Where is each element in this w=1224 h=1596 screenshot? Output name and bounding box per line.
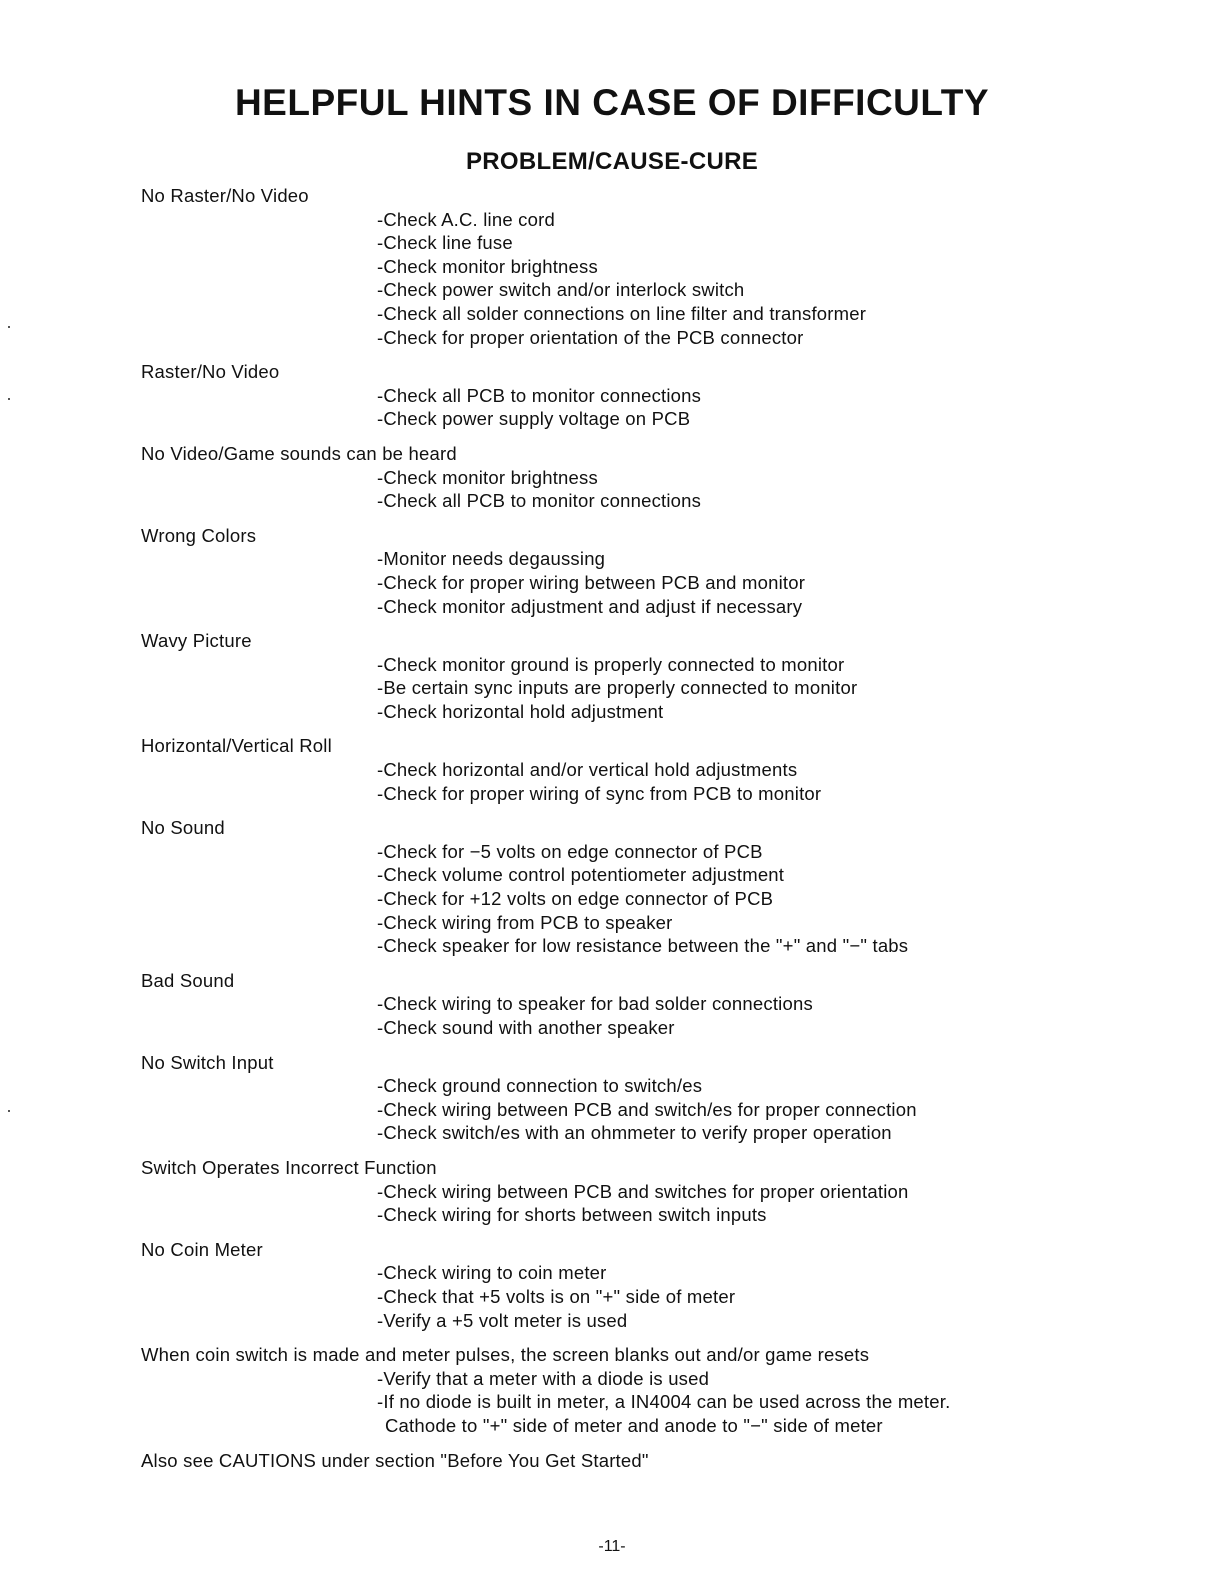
check-item: -Check wiring from PCB to speaker xyxy=(377,911,673,933)
check-item: -Check speaker for low resistance between the "+" and "−" tabs xyxy=(377,935,909,957)
page-subtitle: PROBLEM/CAUSE-CURE xyxy=(465,148,759,175)
check-item: -Check monitor adjustment and adjust if necessary xyxy=(377,595,803,617)
scan-speck xyxy=(8,326,10,328)
check-item: -Check all PCB to monitor connections xyxy=(377,490,702,512)
problem-heading: Wrong Colors xyxy=(141,524,257,546)
section-switch-operates-incorrect xyxy=(141,1156,1141,1227)
check-item: -Check horizontal and/or vertical hold adjustments xyxy=(377,759,798,781)
section-raster-no-video xyxy=(141,360,1141,431)
section-bad-sound xyxy=(141,969,1141,1040)
check-list xyxy=(377,1074,1141,1145)
check-item: -Check line fuse xyxy=(377,232,513,254)
section-coin-switch-resets xyxy=(141,1343,1141,1437)
check-item: -Verify that a meter with a diode is used xyxy=(377,1367,710,1389)
check-item: -Check wiring for shorts between switch inputs xyxy=(377,1204,767,1226)
section-wrong-colors xyxy=(141,524,1141,618)
check-item: -Check wiring to speaker for bad solder connections xyxy=(377,993,813,1015)
check-item: -Be certain sync inputs are properly connected to monitor xyxy=(377,677,858,699)
check-item: -Check power switch and/or interlock switch xyxy=(377,279,745,301)
check-item: -Check that +5 volts is on "+" side of meter xyxy=(377,1285,736,1307)
check-list xyxy=(377,466,1141,513)
section-no-sound xyxy=(141,816,1141,958)
problem-heading: Raster/No Video xyxy=(141,361,280,383)
section-no-raster-no-video xyxy=(141,184,1141,349)
check-item: -Monitor needs degaussing xyxy=(377,548,606,570)
check-item: -If no diode is built in meter, a IN4004 can be used across the meter. xyxy=(377,1391,951,1413)
check-item: -Check sound with another speaker xyxy=(377,1017,675,1038)
check-item: -Check power supply voltage on PCB xyxy=(377,408,691,430)
check-list xyxy=(377,547,1141,618)
problem-heading: Wavy Picture xyxy=(141,630,252,652)
check-list xyxy=(377,384,1141,431)
check-item: -Check ground connection to switch/es xyxy=(377,1075,703,1097)
problem-heading: Horizontal/Vertical Roll xyxy=(141,735,332,757)
check-item: -Check all solder connections on line filter and transformer xyxy=(377,302,867,324)
check-list xyxy=(377,1261,1141,1332)
check-list xyxy=(377,208,1141,350)
check-list xyxy=(377,653,1141,724)
check-item: Cathode to "+" side of meter and anode to "−" side of meter xyxy=(385,1414,883,1436)
section-horizontal-vertical-roll xyxy=(141,734,1141,805)
check-list xyxy=(377,758,1141,805)
problem-heading: Bad Sound xyxy=(141,969,235,991)
check-item: -Check wiring between PCB and switch/es for proper connection xyxy=(377,1098,917,1120)
page-number: -11- xyxy=(598,1538,626,1555)
check-item: -Check for −5 volts on edge connector of PCB xyxy=(377,840,763,862)
problem-heading: No Coin Meter xyxy=(141,1238,263,1260)
check-item: -Check A.C. line cord xyxy=(377,208,555,230)
check-item: -Check wiring to coin meter xyxy=(377,1262,607,1284)
section-no-coin-meter xyxy=(141,1238,1141,1332)
section-wavy-picture xyxy=(141,629,1141,723)
problem-heading: When coin switch is made and meter pulses, the screen blanks out and/or game resets xyxy=(141,1344,870,1366)
check-item: -Check monitor ground is properly connected to monitor xyxy=(377,653,845,675)
troubleshooting-list xyxy=(141,184,1141,1472)
problem-heading: No Video/Game sounds can be heard xyxy=(141,442,457,464)
check-item: -Check all PCB to monitor connections xyxy=(377,384,702,406)
problem-heading: No Switch Input xyxy=(141,1051,274,1073)
check-item: -Check monitor brightness xyxy=(377,466,598,488)
check-list xyxy=(377,1367,1141,1438)
problem-heading: Switch Operates Incorrect Function xyxy=(141,1156,437,1178)
check-item: -Check for proper wiring between PCB and monitor xyxy=(377,571,806,593)
section-no-switch-input xyxy=(141,1051,1141,1145)
page-title: HELPFUL HINTS IN CASE OF DIFFICULTY xyxy=(234,82,990,123)
check-item: -Check volume control potentiometer adjustment xyxy=(377,864,785,886)
check-item: -Check for proper wiring of sync from PCB to monitor xyxy=(377,782,822,804)
check-item: -Check switch/es with an ohmmeter to verify proper operation xyxy=(377,1122,892,1144)
problem-heading: No Sound xyxy=(141,817,225,839)
check-item: -Verify a +5 volt meter is used xyxy=(377,1309,628,1331)
check-list xyxy=(377,992,1141,1039)
footer-note: Also see CAUTIONS under section "Before You Get Started" xyxy=(141,1449,649,1471)
check-item: -Check for proper orientation of the PCB connector xyxy=(377,326,804,348)
scan-speck xyxy=(8,398,10,400)
check-item: -Check wiring between PCB and switches for proper orientation xyxy=(377,1180,909,1202)
check-item: -Check horizontal hold adjustment xyxy=(377,700,664,722)
check-item: -Check for +12 volts on edge connector of PCB xyxy=(377,888,774,910)
check-item: -Check monitor brightness xyxy=(377,255,598,277)
check-list xyxy=(377,1180,1141,1227)
scan-speck xyxy=(8,1110,10,1112)
section-no-video-game-sounds xyxy=(141,442,1141,513)
check-list xyxy=(377,840,1141,958)
problem-heading: No Raster/No Video xyxy=(141,185,309,206)
